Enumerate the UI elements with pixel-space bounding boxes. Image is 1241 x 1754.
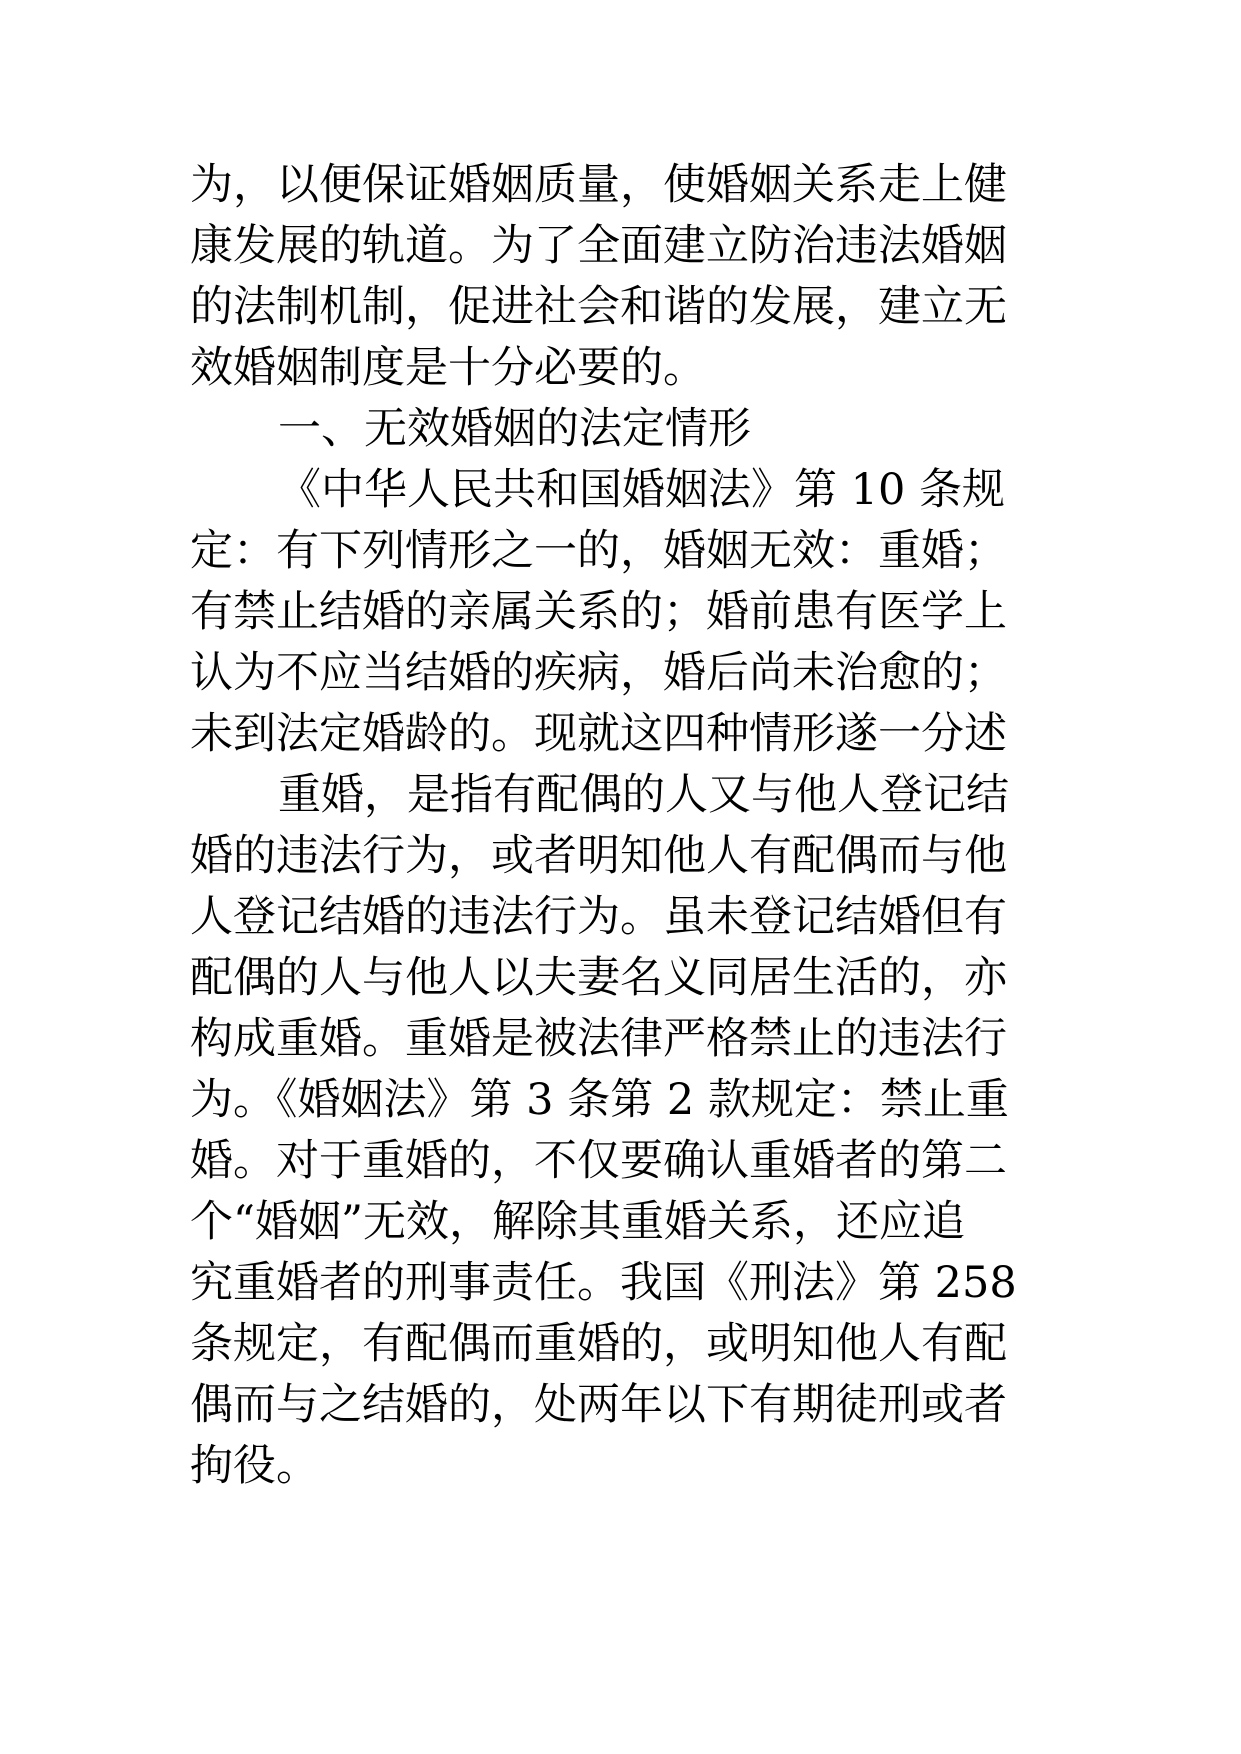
text-line: 定：有下列情形之一的，婚姻无效：重婚；	[190, 526, 1007, 576]
text-line: 婚的违法行为，或者明知他人有配偶而与他	[190, 831, 1007, 881]
text-line: 个“婚姻”无效，解除其重婚关系，还应追	[190, 1197, 965, 1247]
text-line: 人登记结婚的违法行为。虽未登记结婚但有	[190, 892, 1007, 942]
section-heading-text: 一、无效婚姻的法定情形	[278, 404, 751, 454]
text-line: 效婚姻制度是十分必要的。	[190, 343, 706, 393]
document-body	[190, 155, 1070, 1497]
text-line: 的法制机制，促进社会和谐的发展，建立无	[190, 282, 1007, 332]
text-line: 有禁止结婚的亲属关系的；婚前患有医学上	[190, 587, 1007, 637]
paragraph-article-10	[190, 460, 1070, 765]
text-line: 康发展的轨道。为了全面建立防治违法婚姻	[190, 221, 1007, 271]
text-line: 为，以便保证婚姻质量，使婚姻关系走上健	[190, 160, 1007, 210]
text-line: 未到法定婚龄的。现就这四种情形遂一分述	[190, 709, 1007, 759]
text-line: 婚。对于重婚的，不仅要确认重婚者的第二	[190, 1136, 1007, 1186]
text-line: 配偶的人与他人以夫妻名义同居生活的，亦	[190, 953, 1007, 1003]
text-line: 究重婚者的刑事责任。我国《刑法》第 258	[190, 1258, 1017, 1308]
paragraph-intro	[190, 155, 1070, 399]
text-line: 偶而与之结婚的，处两年以下有期徒刑或者	[190, 1380, 1007, 1430]
text-line: 《中华人民共和国婚姻法》第 10 条规	[278, 465, 1006, 515]
text-line: 构成重婚。重婚是被法律严格禁止的违法行	[190, 1014, 1007, 1064]
text-line: 认为不应当结婚的疾病，婚后尚未治愈的；	[190, 648, 1007, 698]
text-line: 条规定，有配偶而重婚的，或明知他人有配	[190, 1319, 1007, 1369]
paragraph-bigamy	[190, 765, 1070, 1497]
text-line: 拘役。	[190, 1441, 319, 1491]
text-line: 为。《婚姻法》第 3 条第 2 款规定：禁止重	[190, 1075, 1009, 1125]
section-heading	[190, 399, 1070, 460]
text-line: 重婚，是指有配偶的人又与他人登记结	[278, 770, 1009, 820]
